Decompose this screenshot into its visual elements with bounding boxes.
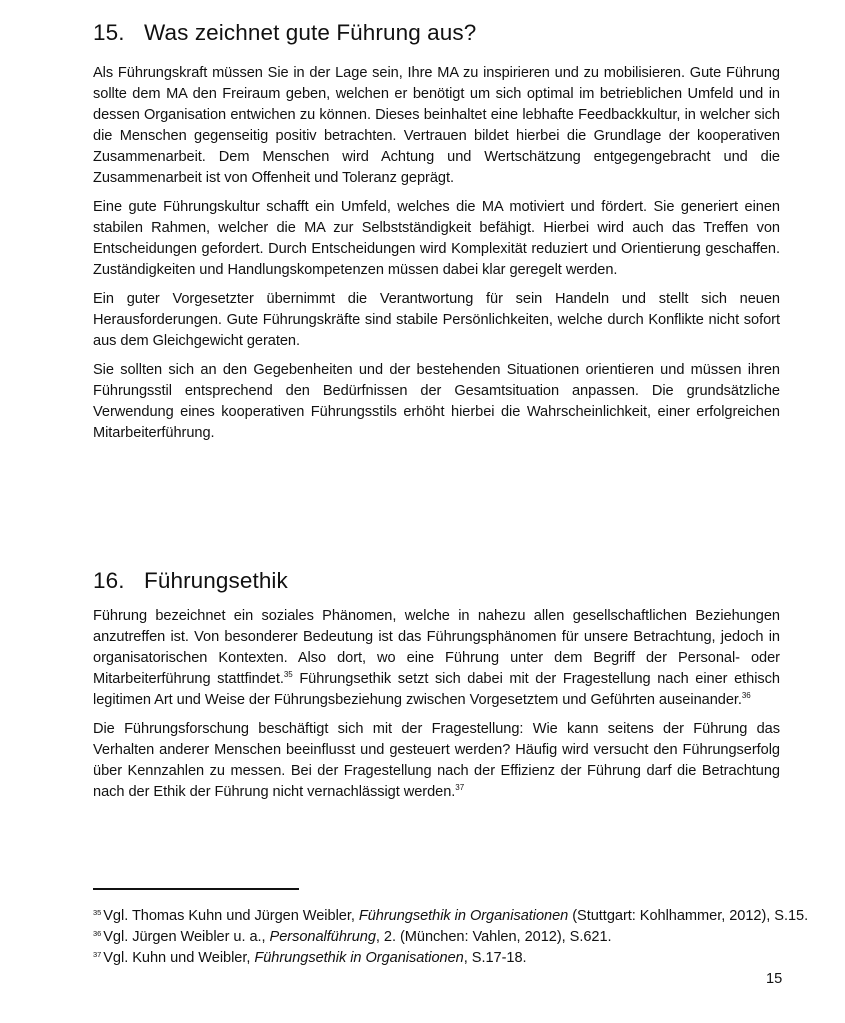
paragraph: Als Führungskraft müssen Sie in der Lage sein, Ihre MA zu inspirieren und zu mobilisieren. Gute Führung sollte dem MA den Freiraum geben, welchen er benötigt um sich optimal im betrieblichen Umfeld und in dessen Organisation entwichen zu können. Dieses beinhaltet eine lebhafte Feedbackkultur, in welcher sich die Menschen gegenseitig positiv betrachten. Vertrauen bildet hierbei die Grundlage der kooperativen Zusammenarbeit. Dem Menschen wird Achtung und Wertschätzung entgegengebracht und die Zusammenarbeit ist von Offenheit und Toleranz geprägt. [93, 65, 780, 186]
footnote-text: , 2. (München: Vahlen, 2012), S.621. [375, 929, 612, 945]
footnote-text: (Stuttgart: Kohlhammer, 2012), S.15. [568, 908, 809, 924]
footnote-text: Vgl. Kuhn und Weibler, [103, 950, 255, 966]
footnote-number: 36 [93, 929, 102, 938]
section-number: 16. [93, 568, 125, 593]
footnote-title: Führungsethik in Organisationen [358, 908, 569, 924]
paragraph-text: Führung bezeichnet ein soziales Phänomen, welche in nahezu allen gesellschaftlichen Beziehungen anzutreffen ist. Von besonderer Bedeutung ist das Führungsphänomen für unsere Betrachtung, jedoch in organisatorischen Kontexten. Also dort, wo eine Führung unter dem Begriff der Personal- oder Mitarbeiterführung stattfindet. [93, 608, 780, 687]
footnote-number: 35 [93, 908, 102, 917]
paragraph-text: Führungsethik setzt sich dabei mit der Fragestellung nach einer ethisch legitimen Art und Weise der Führungsbeziehung zwischen Vorgesetztem und Geführten auseinander. [93, 671, 780, 708]
footnote [93, 927, 793, 948]
page-number: 15 [766, 971, 783, 987]
section-heading-16 [93, 568, 288, 594]
footnote-text: , S.17-18. [463, 950, 527, 966]
footnote-number: 37 [93, 950, 102, 959]
footnote [93, 906, 809, 927]
footnote-title: Führungsethik in Organisationen [254, 950, 464, 966]
footnote-ref[interactable]: 37 [455, 783, 465, 792]
paragraph: Ein guter Vorgesetzter übernimmt die Verantwortung für sein Handeln und stellt sich neuen Herausforderungen. Gute Führungskräfte sind stabile Persönlichkeiten, welche durch Konflikte nicht sofort aus dem Gleichgewicht geraten. [93, 291, 780, 349]
footnote-ref[interactable]: 35 [283, 670, 293, 679]
paragraph: Sie sollten sich an den Gegebenheiten und der bestehenden Situationen orientieren und müssen ihren Führungsstil entsprechend den Bedürfnissen der Gesamtsituation anpassen. Die grundsätzliche Verwendung eines kooperativen Führungsstils erhöht hierbei die Wahrscheinlichkeit, einer erfolgreichen Mitarbeiterführung. [93, 362, 780, 441]
footnote-separator [93, 888, 299, 890]
section-heading-15 [93, 20, 476, 46]
section-16-body [93, 606, 780, 811]
section-15-body [93, 63, 780, 452]
footnote [93, 948, 793, 969]
paragraph [93, 719, 780, 803]
footnotes [93, 906, 809, 969]
section-title: Was zeichnet gute Führung aus? [144, 20, 477, 45]
footnote-title: Personalführung [269, 929, 376, 945]
paragraph-text: Die Führungsforschung beschäftigt sich mit der Fragestellung: Wie kann seitens der Führung das Verhalten anderer Menschen beeinflusst und gesteuert werden? Häufig wird versucht den Führungserfolg über Kennzahlen zu messen. Bei der Fragestellung nach der Effizienz der Führung darf die Betrachtung nach der Ethik der Führung nicht vernachlässigt werden. [93, 721, 780, 800]
footnote-text: Vgl. Jürgen Weibler u. a., [103, 929, 270, 945]
paragraph: Eine gute Führungskultur schafft ein Umfeld, welches die MA motiviert und fördert. Sie generiert einen stabilen Rahmen, welcher die MA zur Selbstständigkeit befähigt. Hierbei wird auch das Treffen von Entscheidungen gefordert. Durch Entscheidungen wird Komplexität reduziert und Orientierung geschaffen. Zuständigkeiten und Handlungskompetenzen müssen dabei klar geregelt werden. [93, 199, 780, 278]
footnote-text: Vgl. Thomas Kuhn und Jürgen Weibler, [103, 908, 359, 924]
footnote-ref[interactable]: 36 [741, 691, 751, 700]
section-number: 15. [93, 20, 125, 45]
paragraph [93, 606, 780, 711]
section-title: Führungsethik [144, 568, 288, 593]
